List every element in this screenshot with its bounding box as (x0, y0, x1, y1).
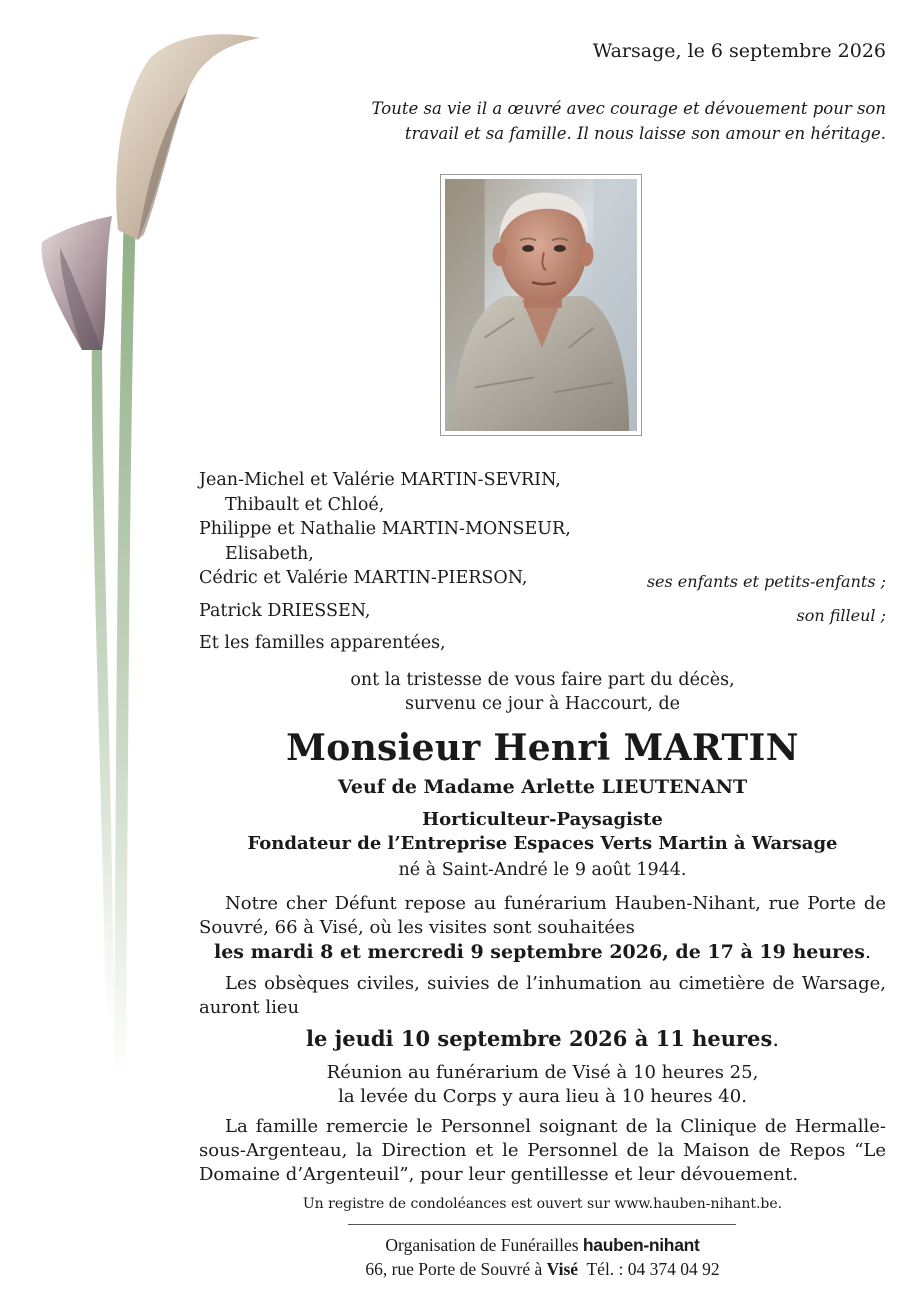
epitaph-quote (326, 96, 886, 146)
funeral-organizer (199, 1233, 886, 1281)
visitation-dates-end: . (864, 941, 872, 963)
role-children: ses enfants et petits-enfants ; (646, 572, 886, 591)
organizer-phone: Tél. : 04 374 04 92 (586, 1259, 720, 1279)
profession: Horticulteur-Paysagiste (422, 809, 663, 830)
organizer-address (199, 1257, 886, 1281)
condolence-registry: Un registre de condoléances est ouvert sur www.hauben-nihant.be. (302, 1196, 783, 1212)
deceased-name: Monsieur Henri MARTIN (286, 727, 799, 769)
funeral-date-end: . (772, 1027, 779, 1051)
thanks-text: La famille remercie le Personnel soignant de la Clinique de Hermalle-sous-Argenteau, la Direction et le Personnel de la Maison de Repos “Le Domaine d’Argenteuil”, pour leur gentillesse et leur dévouement. (199, 1116, 886, 1185)
visitation-text: Notre cher Défunt repose au funérarium Hauben-Nihant, rue Porte de Souvré, 66 à Visé, où les visites sont souhaitées (199, 893, 886, 938)
birth-line: né à Saint-André le 9 août 1944. (398, 860, 687, 880)
family-line: Philippe et Nathalie MARTIN-MONSEUR, (199, 519, 571, 539)
organizer-prefix: Organisation de Funérailles (385, 1235, 579, 1255)
family-line: Thibault et Chloé, (225, 494, 385, 515)
family-line: Cédric et Valérie MARTIN-PIERSON, (199, 568, 528, 588)
family-list (199, 468, 571, 656)
epitaph-line-2: travail et sa famille. Il nous laisse son amour en héritage. (404, 124, 886, 143)
family-line: Elisabeth, (225, 543, 314, 564)
address-prefix: 66, rue Porte de Souvré à (365, 1259, 543, 1279)
funeral-date-text: le jeudi 10 septembre 2026 à 11 heures (306, 1026, 773, 1051)
organizer-brand: hauben-nihant (582, 1235, 700, 1255)
announcement-line-1: ont la tristesse de vous faire part du décès, (350, 670, 735, 690)
family-line: Patrick DRIESSEN, (199, 600, 371, 621)
widow-of: Veuf de Madame Arlette LIEUTENANT (337, 776, 748, 798)
role-godson: son filleul ; (796, 606, 886, 625)
epitaph-line-1: Toute sa vie il a œuvré avec courage et dévouement pour son (371, 99, 886, 118)
family-line: Et les familles apparentées, (199, 633, 446, 653)
meeting-line-2: la levée du Corps y aura lieu à 10 heures 40. (338, 1086, 747, 1107)
funeral-text: Les obsèques civiles, suivies de l’inhumation au cimetière de Warsage, auront lieu (199, 973, 886, 1018)
announcement-line-2: survenu ce jour à Haccourt, de (404, 694, 681, 714)
visitation-dates-text: les mardi 8 et mercredi 9 septembre 2026, de 17 à 19 heures (213, 941, 865, 963)
organizer-line (199, 1233, 886, 1257)
visitation-dates (199, 941, 886, 963)
profession-block (199, 808, 886, 856)
address-city: Visé (546, 1259, 579, 1279)
funeral-date (199, 1026, 886, 1051)
announcement (199, 668, 886, 716)
family-line: Jean-Michel et Valérie MARTIN-SEVRIN, (199, 470, 561, 490)
meeting-info (199, 1061, 886, 1109)
meeting-line-1: Réunion au funérarium de Visé à 10 heures 25, (326, 1062, 759, 1083)
place-and-date: Warsage, le 6 septembre 2026 (592, 40, 886, 62)
founder-line: Fondateur de l’Entreprise Espaces Verts Martin à Warsage (247, 833, 838, 854)
portrait-photo (440, 174, 642, 436)
footer-divider (348, 1224, 736, 1225)
